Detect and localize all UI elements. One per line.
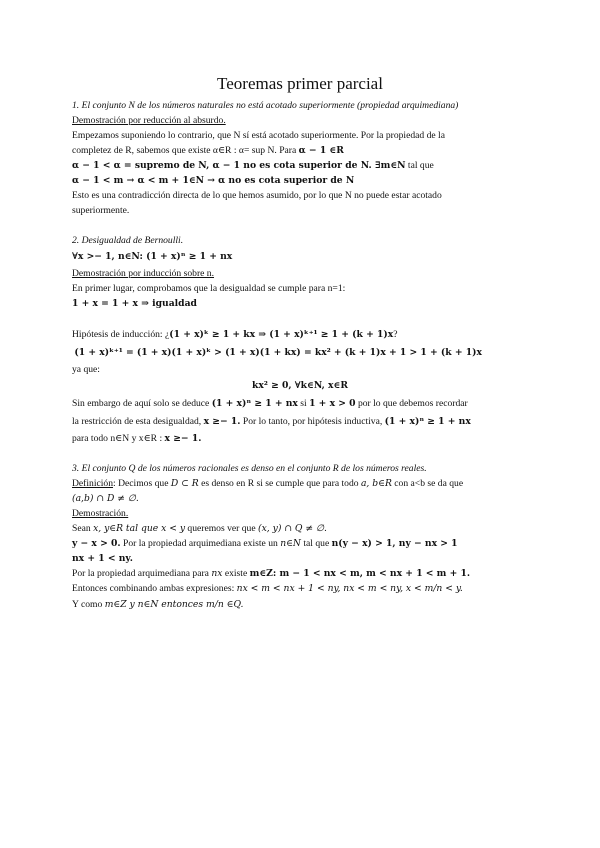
math: (a,b) ∩ D ≠ ∅.: [72, 493, 139, 504]
math: ∀x >− 1, n∈N: (1 + x)ⁿ ≥ 1 + nx: [72, 251, 233, 262]
text: Por la propiedad arquimediana existe un: [120, 538, 281, 549]
text: si: [297, 398, 310, 409]
text: ?: [393, 329, 398, 340]
math: D ⊂ R: [170, 478, 199, 489]
section-1-heading: 1. El conjunto N de los números naturales no está acotado superiormente (propiedad arquimediana): [72, 100, 459, 111]
math: kx² ≥ 0, ∀k∈N, x∈R: [252, 380, 348, 391]
definition-label: Definición: [72, 478, 114, 489]
section-1-method: Demostración por reducción al absurdo.: [72, 115, 226, 126]
math: x ≥− 1.: [203, 416, 241, 427]
section-2-line-3: [72, 395, 528, 413]
math: x, y∈R tal que x < y: [93, 523, 186, 534]
math: m∈Z y n∈N entonces m/n ∈Q.: [104, 599, 244, 610]
math: nx: [211, 568, 223, 579]
section-1-line-5: Esto es una contradicción directa de lo que hemos asumido, por lo que N no puede estar acotado: [72, 190, 442, 201]
text: tal que: [300, 538, 332, 549]
section-1-line-2: [72, 143, 528, 158]
section-2-line-1: En primer lugar, comprobamos que la desigualdad se cumple para n=1:: [72, 283, 346, 294]
math: α − 1 < α = supremo de N, α − 1 no es cota superior de N.: [72, 160, 372, 171]
section-3-line-3: [72, 551, 528, 566]
text: con a<b se da que: [391, 478, 464, 489]
text: : Decimos que: [113, 478, 171, 489]
document-title: Teoremas primer parcial: [217, 74, 383, 93]
text: Y como: [72, 599, 105, 610]
text: para todo n∈N y x∈R :: [72, 433, 165, 444]
text: Por la propiedad arquimediana para: [72, 568, 212, 579]
math: a, b∈R: [360, 478, 392, 489]
section-1-line-1: Empezamos suponiendo lo contrario, que N sí está acotado superiormente. Por la propiedad de la: [72, 130, 445, 141]
math: (1 + x)ᵏ ≥ 1 + kx ⇒ (1 + x)ᵏ⁺¹ ≥ 1 + (k + 1)x: [169, 329, 394, 340]
math: 1 + x > 0: [309, 398, 356, 409]
text: la restricción de esta desigualdad,: [72, 416, 204, 427]
section-1-line-6: superiormente.: [72, 205, 130, 216]
math: (1 + x)ⁿ ≥ 1 + nx: [211, 398, 298, 409]
text: Entonces combinando ambas expresiones:: [72, 583, 237, 594]
math: n∈N: [280, 538, 301, 549]
section-3-line-6: [72, 596, 528, 614]
section-2-line-5: [72, 431, 528, 446]
section-2-ya-que: ya que:: [72, 364, 100, 375]
document-page: [72, 74, 528, 614]
math: (x, y) ∩ Q ≠ ∅.: [258, 523, 327, 534]
text: tal que: [405, 160, 434, 171]
text: Por lo tanto, por hipótesis inductiva,: [240, 416, 385, 427]
math: α − 1 < m → α < m + 1∈N → α no es cota superior de N: [72, 175, 355, 186]
section-3-line-4: [72, 566, 528, 581]
section-3-line-1: [72, 521, 528, 536]
section-1-line-3: [72, 158, 528, 173]
bernoulli-statement: [72, 248, 528, 266]
text: Sin embargo de aquí solo se deduce: [72, 398, 212, 409]
induction-equation: [72, 344, 528, 362]
math: nx + 1 < ny.: [72, 553, 133, 564]
math: n(y − x) > 1, ny − nx > 1: [331, 538, 458, 549]
section-2-method: Demostración por inducción sobre n.: [72, 268, 215, 279]
section-3-line-5: [72, 581, 528, 596]
section-1-line-4: [72, 173, 528, 188]
text: es denso en R si se cumple que para todo: [198, 478, 361, 489]
math: (1 + x)ᵏ⁺¹ = (1 + x)(1 + x)ᵏ > (1 + x)(1 + kx) = kx² + (k + 1)x + 1 > 1 + (k + 1)x: [74, 347, 482, 358]
text: queremos ver que: [185, 523, 259, 534]
section-3-line-2: [72, 536, 528, 551]
section-2-line-4: [72, 413, 528, 431]
definition-line-2: [72, 491, 528, 506]
text: existe: [222, 568, 250, 579]
text: completez de R, sabemos que existe α∈R : α= sup N. Para: [72, 145, 299, 156]
section-2-heading: 2. Desigualdad de Bernoulli.: [72, 235, 184, 246]
text: por lo que debemos recordar: [355, 398, 468, 409]
math: α − 1 ∈R: [298, 145, 344, 156]
induction-hypothesis: [72, 326, 528, 344]
math: ∃m∈N: [371, 160, 406, 171]
math: x ≥− 1.: [164, 433, 202, 444]
math: 1 + x = 1 + x ⇒ igualdad: [72, 298, 197, 309]
text: Hipótesis de inducción: ¿: [72, 329, 170, 340]
section-2-centered-equation: [72, 377, 528, 395]
text: Sean: [72, 523, 94, 534]
section-3-heading: 3. El conjunto Q de los números racionales es denso en el conjunto R de los números reales.: [72, 463, 427, 474]
section-3-demo-label: Demostración.: [72, 508, 129, 519]
definition-line-1: [72, 476, 528, 491]
math: m∈Z: m − 1 < nx < m, m < nx + 1 < m + 1.: [249, 568, 471, 579]
math: (1 + x)ⁿ ≥ 1 + nx: [384, 416, 471, 427]
math: y − x > 0.: [72, 538, 121, 549]
section-2-line-2: [72, 296, 528, 311]
math: nx < m < nx + 1 < ny, nx < m < ny, x < m/n < y.: [236, 583, 463, 594]
